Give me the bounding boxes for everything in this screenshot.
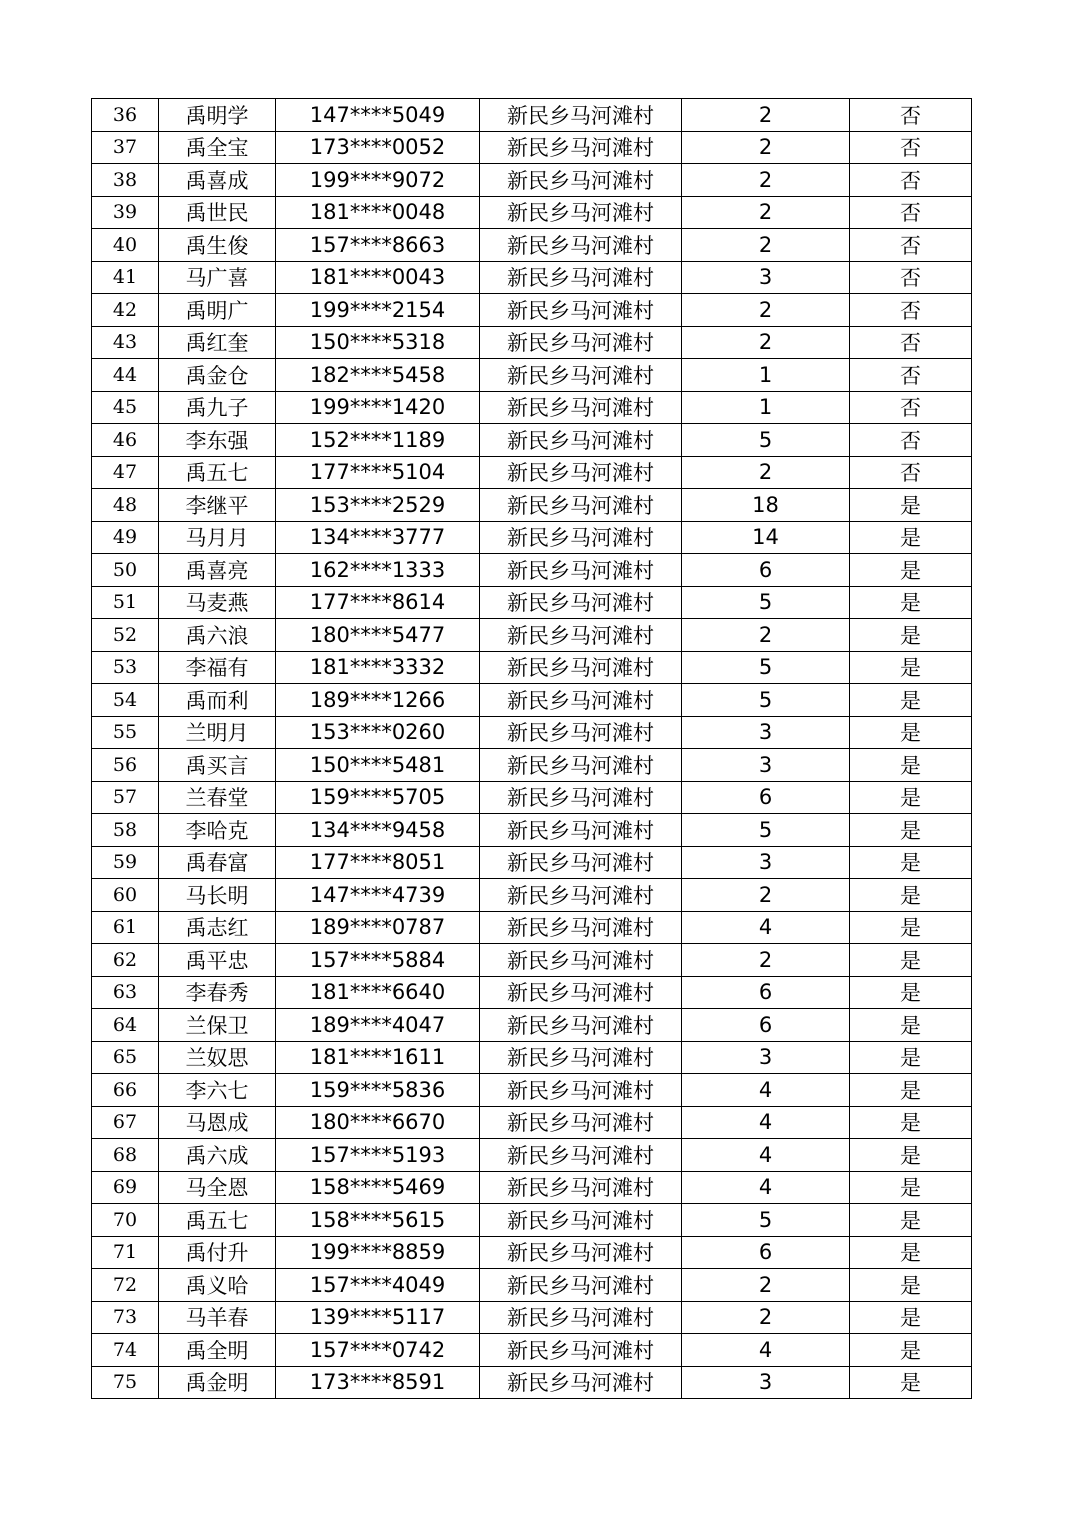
table-row — [92, 1366, 972, 1399]
count-cell: 6 — [682, 781, 850, 814]
village-cell: 新民乡马河滩村 — [480, 619, 682, 652]
name-cell: 马广喜 — [159, 261, 276, 294]
count-cell: 2 — [682, 879, 850, 912]
village-cell: 新民乡马河滩村 — [480, 229, 682, 262]
row-number-cell: 51 — [92, 586, 159, 619]
name-cell: 兰明月 — [159, 716, 276, 749]
row-number-cell: 71 — [92, 1236, 159, 1269]
count-cell: 3 — [682, 1366, 850, 1399]
village-cell: 新民乡马河滩村 — [480, 1041, 682, 1074]
count-cell: 14 — [682, 521, 850, 554]
table-row — [92, 554, 972, 587]
name-cell: 马长明 — [159, 879, 276, 912]
village-cell: 新民乡马河滩村 — [480, 1366, 682, 1399]
row-number-cell: 70 — [92, 1204, 159, 1237]
row-number-cell: 42 — [92, 294, 159, 327]
village-cell: 新民乡马河滩村 — [480, 489, 682, 522]
table-row — [92, 1236, 972, 1269]
village-cell: 新民乡马河滩村 — [480, 1106, 682, 1139]
phone-cell: 199****8859 — [276, 1236, 480, 1269]
row-number-cell: 68 — [92, 1139, 159, 1172]
yes-no-cell: 否 — [850, 99, 972, 132]
phone-cell: 181****3332 — [276, 651, 480, 684]
table-row — [92, 586, 972, 619]
village-cell: 新民乡马河滩村 — [480, 1139, 682, 1172]
row-number-cell: 41 — [92, 261, 159, 294]
phone-cell: 157****4049 — [276, 1269, 480, 1302]
row-number-cell: 37 — [92, 131, 159, 164]
yes-no-cell: 是 — [850, 1041, 972, 1074]
table-row — [92, 294, 972, 327]
row-number-cell: 45 — [92, 391, 159, 424]
name-cell: 马羊春 — [159, 1301, 276, 1334]
row-number-cell: 55 — [92, 716, 159, 749]
table-row — [92, 359, 972, 392]
yes-no-cell: 是 — [850, 619, 972, 652]
table-row — [92, 1269, 972, 1302]
phone-cell: 199****9072 — [276, 164, 480, 197]
yes-no-cell: 是 — [850, 1171, 972, 1204]
name-cell: 兰奴思 — [159, 1041, 276, 1074]
table-row — [92, 164, 972, 197]
count-cell: 6 — [682, 1236, 850, 1269]
row-number-cell: 38 — [92, 164, 159, 197]
village-cell: 新民乡马河滩村 — [480, 976, 682, 1009]
row-number-cell: 44 — [92, 359, 159, 392]
row-number-cell: 65 — [92, 1041, 159, 1074]
table-row — [92, 781, 972, 814]
name-cell: 禹春富 — [159, 846, 276, 879]
name-cell: 禹平忠 — [159, 944, 276, 977]
phone-cell: 159****5705 — [276, 781, 480, 814]
count-cell: 2 — [682, 294, 850, 327]
village-cell: 新民乡马河滩村 — [480, 1171, 682, 1204]
phone-cell: 173****0052 — [276, 131, 480, 164]
row-number-cell: 57 — [92, 781, 159, 814]
name-cell: 李春秀 — [159, 976, 276, 1009]
village-cell: 新民乡马河滩村 — [480, 814, 682, 847]
table-row — [92, 391, 972, 424]
row-number-cell: 46 — [92, 424, 159, 457]
village-cell: 新民乡马河滩村 — [480, 879, 682, 912]
name-cell: 禹金明 — [159, 1366, 276, 1399]
row-number-cell: 66 — [92, 1074, 159, 1107]
yes-no-cell: 是 — [850, 846, 972, 879]
yes-no-cell: 是 — [850, 716, 972, 749]
count-cell: 2 — [682, 164, 850, 197]
village-cell: 新民乡马河滩村 — [480, 846, 682, 879]
yes-no-cell: 是 — [850, 1334, 972, 1367]
village-cell: 新民乡马河滩村 — [480, 1074, 682, 1107]
yes-no-cell: 是 — [850, 521, 972, 554]
count-cell: 6 — [682, 976, 850, 1009]
count-cell: 3 — [682, 261, 850, 294]
yes-no-cell: 否 — [850, 229, 972, 262]
row-number-cell: 69 — [92, 1171, 159, 1204]
count-cell: 5 — [682, 586, 850, 619]
table-row — [92, 456, 972, 489]
yes-no-cell: 是 — [850, 1106, 972, 1139]
phone-cell: 199****1420 — [276, 391, 480, 424]
village-cell: 新民乡马河滩村 — [480, 554, 682, 587]
phone-cell: 177****8614 — [276, 586, 480, 619]
phone-cell: 181****0043 — [276, 261, 480, 294]
name-cell: 禹而利 — [159, 684, 276, 717]
table-row — [92, 1041, 972, 1074]
yes-no-cell: 是 — [850, 1074, 972, 1107]
table-row — [92, 326, 972, 359]
village-cell: 新民乡马河滩村 — [480, 359, 682, 392]
phone-cell: 180****5477 — [276, 619, 480, 652]
yes-no-cell: 是 — [850, 1301, 972, 1334]
row-number-cell: 47 — [92, 456, 159, 489]
count-cell: 2 — [682, 944, 850, 977]
row-number-cell: 54 — [92, 684, 159, 717]
row-number-cell: 49 — [92, 521, 159, 554]
count-cell: 5 — [682, 424, 850, 457]
row-number-cell: 59 — [92, 846, 159, 879]
village-cell: 新民乡马河滩村 — [480, 586, 682, 619]
count-cell: 2 — [682, 196, 850, 229]
yes-no-cell: 是 — [850, 1269, 972, 1302]
row-number-cell: 75 — [92, 1366, 159, 1399]
row-number-cell: 40 — [92, 229, 159, 262]
yes-no-cell: 否 — [850, 164, 972, 197]
phone-cell: 134****3777 — [276, 521, 480, 554]
yes-no-cell: 否 — [850, 261, 972, 294]
village-cell: 新民乡马河滩村 — [480, 326, 682, 359]
village-cell: 新民乡马河滩村 — [480, 391, 682, 424]
count-cell: 4 — [682, 1074, 850, 1107]
count-cell: 3 — [682, 749, 850, 782]
count-cell: 18 — [682, 489, 850, 522]
table-row — [92, 261, 972, 294]
table-row — [92, 684, 972, 717]
table-row — [92, 1139, 972, 1172]
phone-cell: 159****5836 — [276, 1074, 480, 1107]
count-cell: 4 — [682, 1171, 850, 1204]
village-cell: 新民乡马河滩村 — [480, 749, 682, 782]
village-cell: 新民乡马河滩村 — [480, 684, 682, 717]
yes-no-cell: 否 — [850, 424, 972, 457]
yes-no-cell: 是 — [850, 651, 972, 684]
table-row — [92, 879, 972, 912]
name-cell: 禹红奎 — [159, 326, 276, 359]
count-cell: 2 — [682, 99, 850, 132]
name-cell: 李福有 — [159, 651, 276, 684]
village-cell: 新民乡马河滩村 — [480, 99, 682, 132]
yes-no-cell: 是 — [850, 1139, 972, 1172]
village-cell: 新民乡马河滩村 — [480, 424, 682, 457]
yes-no-cell: 是 — [850, 586, 972, 619]
table-row — [92, 1009, 972, 1042]
household-table — [91, 98, 972, 1399]
row-number-cell: 43 — [92, 326, 159, 359]
name-cell: 禹全宝 — [159, 131, 276, 164]
yes-no-cell: 否 — [850, 196, 972, 229]
village-cell: 新民乡马河滩村 — [480, 1334, 682, 1367]
yes-no-cell: 是 — [850, 781, 972, 814]
village-cell: 新民乡马河滩村 — [480, 521, 682, 554]
village-cell: 新民乡马河滩村 — [480, 131, 682, 164]
phone-cell: 181****1611 — [276, 1041, 480, 1074]
village-cell: 新民乡马河滩村 — [480, 1236, 682, 1269]
name-cell: 禹生俊 — [159, 229, 276, 262]
phone-cell: 189****4047 — [276, 1009, 480, 1042]
village-cell: 新民乡马河滩村 — [480, 716, 682, 749]
name-cell: 兰春堂 — [159, 781, 276, 814]
count-cell: 1 — [682, 391, 850, 424]
table-row — [92, 1301, 972, 1334]
yes-no-cell: 是 — [850, 1009, 972, 1042]
table-row — [92, 489, 972, 522]
table-row — [92, 716, 972, 749]
village-cell: 新民乡马河滩村 — [480, 1204, 682, 1237]
row-number-cell: 72 — [92, 1269, 159, 1302]
table-row — [92, 651, 972, 684]
row-number-cell: 61 — [92, 911, 159, 944]
name-cell: 禹五七 — [159, 456, 276, 489]
yes-no-cell: 否 — [850, 456, 972, 489]
phone-cell: 157****0742 — [276, 1334, 480, 1367]
table-row — [92, 521, 972, 554]
name-cell: 禹世民 — [159, 196, 276, 229]
count-cell: 5 — [682, 814, 850, 847]
name-cell: 禹明广 — [159, 294, 276, 327]
name-cell: 李继平 — [159, 489, 276, 522]
row-number-cell: 48 — [92, 489, 159, 522]
phone-cell: 182****5458 — [276, 359, 480, 392]
row-number-cell: 62 — [92, 944, 159, 977]
name-cell: 禹金仓 — [159, 359, 276, 392]
phone-cell: 181****0048 — [276, 196, 480, 229]
table-row — [92, 196, 972, 229]
count-cell: 2 — [682, 131, 850, 164]
row-number-cell: 53 — [92, 651, 159, 684]
phone-cell: 147****4739 — [276, 879, 480, 912]
village-cell: 新民乡马河滩村 — [480, 1009, 682, 1042]
row-number-cell: 60 — [92, 879, 159, 912]
yes-no-cell: 否 — [850, 359, 972, 392]
phone-cell: 189****1266 — [276, 684, 480, 717]
row-number-cell: 67 — [92, 1106, 159, 1139]
name-cell: 禹明学 — [159, 99, 276, 132]
row-number-cell: 63 — [92, 976, 159, 1009]
name-cell: 马全恩 — [159, 1171, 276, 1204]
name-cell: 禹九子 — [159, 391, 276, 424]
phone-cell: 189****0787 — [276, 911, 480, 944]
row-number-cell: 74 — [92, 1334, 159, 1367]
table-row — [92, 1334, 972, 1367]
table-row — [92, 911, 972, 944]
table-row — [92, 131, 972, 164]
village-cell: 新民乡马河滩村 — [480, 261, 682, 294]
name-cell: 李哈克 — [159, 814, 276, 847]
row-number-cell: 50 — [92, 554, 159, 587]
table-row — [92, 1171, 972, 1204]
yes-no-cell: 是 — [850, 1204, 972, 1237]
count-cell: 4 — [682, 1139, 850, 1172]
count-cell: 2 — [682, 456, 850, 489]
name-cell: 禹五七 — [159, 1204, 276, 1237]
yes-no-cell: 是 — [850, 554, 972, 587]
phone-cell: 181****6640 — [276, 976, 480, 1009]
phone-cell: 153****0260 — [276, 716, 480, 749]
name-cell: 李东强 — [159, 424, 276, 457]
name-cell: 禹喜亮 — [159, 554, 276, 587]
yes-no-cell: 是 — [850, 944, 972, 977]
count-cell: 2 — [682, 326, 850, 359]
table-row — [92, 1106, 972, 1139]
household-table-body — [92, 99, 972, 1399]
count-cell: 1 — [682, 359, 850, 392]
yes-no-cell: 是 — [850, 911, 972, 944]
table-row — [92, 976, 972, 1009]
yes-no-cell: 否 — [850, 326, 972, 359]
phone-cell: 139****5117 — [276, 1301, 480, 1334]
village-cell: 新民乡马河滩村 — [480, 196, 682, 229]
count-cell: 5 — [682, 651, 850, 684]
yes-no-cell: 是 — [850, 814, 972, 847]
table-row — [92, 229, 972, 262]
yes-no-cell: 是 — [850, 749, 972, 782]
name-cell: 马月月 — [159, 521, 276, 554]
phone-cell: 199****2154 — [276, 294, 480, 327]
yes-no-cell: 是 — [850, 976, 972, 1009]
village-cell: 新民乡马河滩村 — [480, 1269, 682, 1302]
count-cell: 2 — [682, 229, 850, 262]
count-cell: 3 — [682, 1041, 850, 1074]
name-cell: 禹喜成 — [159, 164, 276, 197]
yes-no-cell: 是 — [850, 879, 972, 912]
phone-cell: 158****5469 — [276, 1171, 480, 1204]
village-cell: 新民乡马河滩村 — [480, 781, 682, 814]
table-row — [92, 1074, 972, 1107]
name-cell: 禹义哈 — [159, 1269, 276, 1302]
row-number-cell: 36 — [92, 99, 159, 132]
count-cell: 2 — [682, 619, 850, 652]
village-cell: 新民乡马河滩村 — [480, 651, 682, 684]
table-row — [92, 99, 972, 132]
count-cell: 4 — [682, 1334, 850, 1367]
phone-cell: 150****5481 — [276, 749, 480, 782]
yes-no-cell: 是 — [850, 684, 972, 717]
yes-no-cell: 否 — [850, 294, 972, 327]
yes-no-cell: 否 — [850, 131, 972, 164]
count-cell: 3 — [682, 846, 850, 879]
yes-no-cell: 是 — [850, 489, 972, 522]
village-cell: 新民乡马河滩村 — [480, 911, 682, 944]
yes-no-cell: 否 — [850, 391, 972, 424]
phone-cell: 157****8663 — [276, 229, 480, 262]
village-cell: 新民乡马河滩村 — [480, 1301, 682, 1334]
table-row — [92, 749, 972, 782]
count-cell: 6 — [682, 1009, 850, 1042]
phone-cell: 162****1333 — [276, 554, 480, 587]
name-cell: 李六七 — [159, 1074, 276, 1107]
phone-cell: 150****5318 — [276, 326, 480, 359]
phone-cell: 153****2529 — [276, 489, 480, 522]
row-number-cell: 56 — [92, 749, 159, 782]
name-cell: 兰保卫 — [159, 1009, 276, 1042]
name-cell: 禹全明 — [159, 1334, 276, 1367]
table-row — [92, 619, 972, 652]
phone-cell: 157****5884 — [276, 944, 480, 977]
count-cell: 2 — [682, 1269, 850, 1302]
table-row — [92, 846, 972, 879]
name-cell: 马麦燕 — [159, 586, 276, 619]
count-cell: 6 — [682, 554, 850, 587]
phone-cell: 158****5615 — [276, 1204, 480, 1237]
phone-cell: 157****5193 — [276, 1139, 480, 1172]
name-cell: 禹志红 — [159, 911, 276, 944]
name-cell: 禹六浪 — [159, 619, 276, 652]
row-number-cell: 52 — [92, 619, 159, 652]
row-number-cell: 73 — [92, 1301, 159, 1334]
village-cell: 新民乡马河滩村 — [480, 944, 682, 977]
phone-cell: 177****5104 — [276, 456, 480, 489]
name-cell: 禹买言 — [159, 749, 276, 782]
name-cell: 禹六成 — [159, 1139, 276, 1172]
village-cell: 新民乡马河滩村 — [480, 164, 682, 197]
count-cell: 4 — [682, 1106, 850, 1139]
village-cell: 新民乡马河滩村 — [480, 456, 682, 489]
phone-cell: 134****9458 — [276, 814, 480, 847]
count-cell: 5 — [682, 1204, 850, 1237]
name-cell: 马恩成 — [159, 1106, 276, 1139]
table-row — [92, 814, 972, 847]
village-cell: 新民乡马河滩村 — [480, 294, 682, 327]
yes-no-cell: 是 — [850, 1366, 972, 1399]
table-row — [92, 1204, 972, 1237]
phone-cell: 180****6670 — [276, 1106, 480, 1139]
row-number-cell: 64 — [92, 1009, 159, 1042]
phone-cell: 177****8051 — [276, 846, 480, 879]
name-cell: 禹付升 — [159, 1236, 276, 1269]
row-number-cell: 39 — [92, 196, 159, 229]
row-number-cell: 58 — [92, 814, 159, 847]
yes-no-cell: 是 — [850, 1236, 972, 1269]
count-cell: 3 — [682, 716, 850, 749]
phone-cell: 147****5049 — [276, 99, 480, 132]
count-cell: 5 — [682, 684, 850, 717]
count-cell: 2 — [682, 1301, 850, 1334]
phone-cell: 173****8591 — [276, 1366, 480, 1399]
table-row — [92, 944, 972, 977]
count-cell: 4 — [682, 911, 850, 944]
phone-cell: 152****1189 — [276, 424, 480, 457]
table-row — [92, 424, 972, 457]
